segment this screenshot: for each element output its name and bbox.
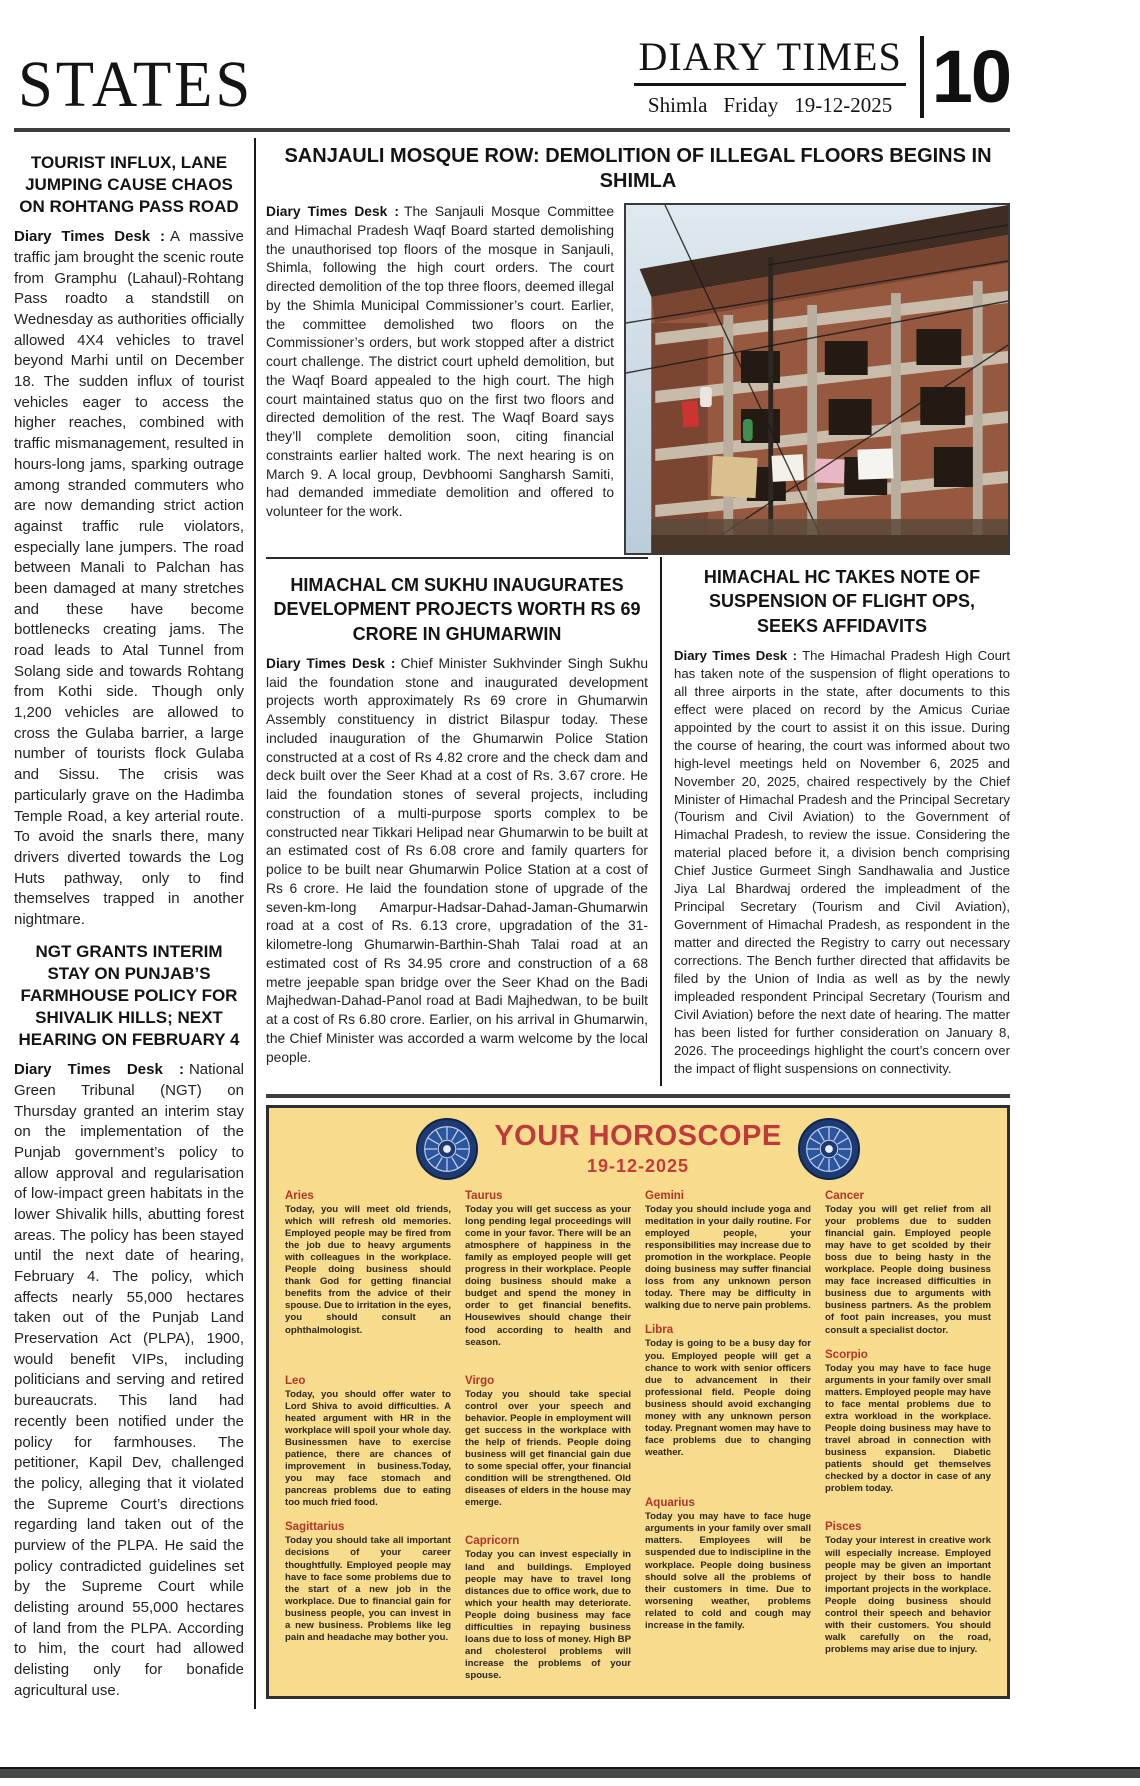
- sign-name: Sagittarius: [285, 1521, 345, 1534]
- sign-text: Today you should include yoga and meditation in your daily routine. For employed people, your responsibilities may increase due to promotion in the workplace. People doing business may suffer financial loss from any unknown person today. There may be difficulty in walking due to nerve pain problems.: [645, 1203, 811, 1312]
- horoscope-divider: [266, 1094, 1010, 1098]
- byline: Diary Times Desk :: [266, 655, 396, 671]
- sign-text: Today you should take special control over your speech and behavior. People in employment will get success in the workplace with the help of friends. People doing business will get financial gain due to some special offer, your financial condition will be strengthened. Old diseases of elders in the house may emerge.: [465, 1388, 631, 1509]
- sign-text: Today you should take all important decisions of your career thoughtfully. Employed people may have to face some problems due to the start of a new job in the workplace. Due to financial gain for business people, you can invest in a new business. Problems like leg pain and headache may bother you.: [285, 1535, 451, 1644]
- byline: Diary Times Desk :: [266, 204, 400, 219]
- horoscope-sign-pisces: [825, 1521, 991, 1656]
- sign-name: Scorpio: [825, 1348, 868, 1361]
- sign-text: Today you may have to face huge arguments in your family over small matters. Employed people may have to face mental problems due to extra workload in the workplace. People doing business may have to travel abroad in connection with business expansion. Diabetic patients should get themselves checked by a doctor in case of any problem today.: [825, 1362, 991, 1495]
- horoscope-grid: [285, 1190, 991, 1683]
- sign-name: Libra: [645, 1324, 674, 1337]
- horoscope-sign-taurus: [465, 1190, 631, 1349]
- horoscope-column-2: [465, 1190, 631, 1683]
- page-footer-bar: [0, 1767, 1140, 1778]
- horoscope-sign-virgo: [465, 1375, 631, 1510]
- dateline-day: Friday: [723, 93, 779, 117]
- horoscope-sign-capricorn: [465, 1535, 631, 1682]
- sign-text: Today your interest in creative work will especially increase. Employed people may be given an important project by their boss to handle important projects in the workplace. People doing business should control their speech and behavior with their customers. You should walk carefully on the road, problems may arise due to injury.: [825, 1535, 991, 1656]
- article-text: National Green Tribunal (NGT) on Thursday granted an interim stay on the implementation of the Punjab government’s policy to allow approval and regularisation of low-impact green habitats in the lower Shivalik hills, abutting forest areas. The policy has been stayed until the next date of hearing, February 4. The policy, which affects nearly 55,000 hectares taken out of the Punjab Land Preservation Act (PLPA), 1900, would benefit VIPs, including politicians and serving and retired bureaucrats. This land had recently been notified under the policy for farmhouses. The petitioner, Kapil Dev, challenged the policy, alleging that it violated the Supreme Court’s directions regarding land taken out of the purview of the PLPA. He said the policy contradicted guidelines set by the Supreme Court while delisting around 55,000 hectares of land from the PLPA. According to him, the court had allowed delisting only for bonafide agricultural use.: [14, 1061, 244, 1699]
- horoscope-title: YOUR HOROSCOPE: [494, 1120, 782, 1153]
- sign-text: Today you will get relief from all your problems due to sudden financial gain. Employed people may have to get scolded by their boss due to being hasty in the workplace. People doing business may face increased difficulties in business due to arguments with business partners. As the problem of foot pain increases, you must consult a specialist doctor.: [825, 1203, 991, 1336]
- page-columns: [14, 138, 1010, 1709]
- newspaper-page: [14, 0, 1010, 1709]
- sign-text: Today is going to be a busy day for you. Employed people will get a chance to work with senior officers due to advancement in their professional field. People doing business should avoid exchanging money with any unknown person today. Pregnant women may have to face problems due to changing weather.: [645, 1338, 811, 1459]
- horoscope-box: [266, 1105, 1010, 1700]
- horoscope-sign-aquarius: [645, 1497, 811, 1632]
- article-text: The Himachal Pradesh High Court has taken note of the suspension of flight operations to all three airports in the state, after documents to this effect were placed on record by the Amicus Curiae appointed by the court to assist it on this issue. During the course of hearing, the court was informed about two high-level meetings held on November 6, 2025 and November 20, 2025, chaired respectively by the Chief Minister of Himachal Pradesh and the Principal Secretary (Tourism and Civil Aviation) to the Government of Himachal Pradesh, to review the issue. Considering the material placed before it, a division bench comprising Chief Justice Gurmeet Singh Sandhawalia and Justice Jiya Lal Bhardwaj ordered the impleadment of the Principal Secretary (Tourism and Civil Aviation), Government of Himachal Pradesh, as respondent in the matter and directed the Registry to carry out necessary corrections. The Bench further directed that affidavits be filed by the Union of India as well as by the newly impleaded respondent Principal Secretary (Tourism and Civil Aviation) before the next date of hearing. The matter has been listed for further consideration on January 8, 2026. The proceedings highlight the court’s concern over the impact of flight suspensions on connectivity.: [674, 647, 1010, 1076]
- byline: Diary Times Desk :: [14, 228, 165, 246]
- article-headline-sanjauli: SANJAULI MOSQUE ROW: DEMOLITION OF ILLEGAL FLOORS BEGINS IN SHIMLA: [284, 145, 992, 192]
- column-divider: [660, 557, 662, 1086]
- article-headline-ngt: NGT GRANTS INTERIM STAY ON PUNJAB’S FARMHOUSE POLICY FOR SHIVALIK HILLS; NEXT HEARING ON FEBRUARY 4: [18, 941, 240, 1050]
- top-story: [266, 203, 1010, 555]
- sign-name: Cancer: [825, 1189, 864, 1202]
- mid-column: [266, 557, 648, 1086]
- article-body-ghumarwin: [266, 655, 648, 1068]
- secondary-stories: [266, 557, 1010, 1086]
- sign-text: Today you can invest especially in land and buildings. Employed people may have to travel long distances due to office work, due to which your health may deteriorate. People doing business may face difficulties in repaying business loans due to loss of money. High BP and cholesterol problems will increase the problems of your spouse.: [465, 1549, 631, 1682]
- article-text: A massive traffic jam brought the scenic route from Gramphu (Lahaul)-Rohtang Pass roadto a standstill on Wednesday as authorities officially allowed 4X4 vehicles to travel beyond Marhi until on December 18. The sudden influx of tourist vehicles eager to access the higher reaches, combined with traffic mismanagement, resulted in hours-long jams, sparking outrage among stranded commuters who are now demanding strict action against traffic rule violators, especially lane jumpers. The road between Manali to Palchan has been damaged at many stretches and these have become bottlenecks creating jams. The road leads to Atal Tunnel from Solang side and towards Rohtang from Kothi side. Though only 1,200 vehicles are allowed to cross the Gulaba barrier, a large number of tourists flock Gulaba and Sissu. The crisis was particularly grave on the Hadimba Temple Road, a key arterial route. To avoid the snarls there, many drivers diverted towards the Log Huts pathway, only to find themselves trapped in another nightmare.: [14, 228, 244, 928]
- article-body-tourist: [14, 227, 244, 930]
- horoscope-sign-aries: [285, 1190, 451, 1337]
- demolition-photo-illustration: [626, 205, 1008, 553]
- horoscope-column-4: [825, 1190, 991, 1683]
- dateline: [634, 86, 905, 118]
- article-headline-flight: HIMACHAL HC TAKES NOTE OF SUSPENSION OF FLIGHT OPS, SEEKS AFFIDAVITS: [703, 567, 981, 636]
- header-divider: [14, 128, 1010, 132]
- sign-name: Capricorn: [465, 1535, 520, 1548]
- article-body-sanjauli: [266, 203, 614, 522]
- dateline-place: Shimla: [647, 93, 708, 117]
- article-photo-demolition: [624, 203, 1010, 555]
- sign-name: Taurus: [465, 1189, 503, 1202]
- article-headline-ghumarwin: HIMACHAL CM SUKHU INAUGURATES DEVELOPMENT PROJECTS WORTH RS 69 CRORE IN GHUMARWIN: [273, 575, 641, 644]
- sign-text: Today, you will meet old friends, which will refresh old memories. Employed people may be fired from the job due to heavy arguments with colleagues in the workplace. People doing business should thank God for getting financial benefits from the advice of their spouse. Due to irritation in the eyes, you should consult an ophthalmologist.: [285, 1203, 451, 1336]
- sign-name: Aquarius: [645, 1497, 695, 1510]
- column-divider: [254, 138, 256, 1709]
- horoscope-column-1: [285, 1190, 451, 1683]
- left-column: [14, 138, 244, 1709]
- sign-text: Today, you should offer water to Lord Shiva to avoid difficulties. A heated argument with HR in the workplace will spoil your whole day. Businessmen have to exercise patience, there are chances of improvement in business.Today, you may face stomach and pancreas problems due to eating too much fried food.: [285, 1388, 451, 1509]
- page-number: 10: [920, 36, 1010, 118]
- masthead-title: DIARY TIMES: [634, 36, 905, 86]
- page-header: [14, 0, 1010, 120]
- dateline-date: 19-12-2025: [794, 93, 893, 117]
- sign-text: Today you may have to face huge arguments in your family over small matters. Employees will be suspended due to indiscipline in the workplace. People doing business should solve all the problems of their customers in time. Due to worsening weather, problems related to cold and cough may increase in the family.: [645, 1511, 811, 1631]
- zodiac-wheel-icon: [416, 1118, 478, 1180]
- horoscope-sign-gemini: [645, 1190, 811, 1313]
- article-body-flight: [674, 647, 1010, 1078]
- masthead: [634, 36, 1010, 118]
- sign-text: Today you will get success as your long pending legal proceedings will come in your favor. There will be an atmosphere of happiness in the family as employed people will get progress in their workplace. People doing business should make a budget and spend the money in order to get financial benefits. Housewives should change their food according to health and season.: [465, 1203, 631, 1348]
- article-text: Chief Minister Sukhvinder Singh Sukhu laid the foundation stone and inaugurated development projects worth approximately Rs 69 crore in Ghumarwin Assembly constituency in district Bilaspur today. These included inauguration of the Ghumarwin Police Station constructed at a cost of Rs 4.82 crore and the check dam and deck built over the Seer Khad at a cost of Rs. 3.67 crore. He laid the foundation stones of several projects, including construction of a multi-purpose sports complex to be constructed near Tikkari Helipad near Ghumarwin to be built at an estimated cost of Rs 6.08 crore and family quarters for police to be built near Ghumarwin Police Station at a cost of Rs 6 crore. He laid the foundation stone of upgrade of the seven-km-long Amarpur-Hadsar-Dahad-Jaman-Ghumarwin road at a cost of Rs. 6.13 crore, upgradation of the 31-kilometre-long Ghumarwin-Barthin-Shah Talai road at an estimated cost of Rs 34.95 crore and construction of a 68 metre jeepable span bridge over the Seer Khad on the Badi Majhedwan-Dahad-Panol road at Badi Majhedwan, to be built at a cost of Rs 6.80 crore. Earlier, on his arrival in Ghumarwin, the Chief Minister was accorded a warm welcome by the local people.: [266, 655, 648, 1065]
- article-body-ngt: [14, 1060, 244, 1701]
- sign-name: Gemini: [645, 1189, 684, 1202]
- sign-name: Virgo: [465, 1374, 495, 1387]
- byline: Diary Times Desk :: [674, 647, 798, 663]
- right-column: [674, 557, 1010, 1086]
- sign-name: Pisces: [825, 1521, 862, 1534]
- horoscope-sign-cancer: [825, 1190, 991, 1337]
- article-text: The Sanjauli Mosque Committee and Himachal Pradesh Waqf Board started demolishing the unauthorised top floors of the mosque in Sanjauli, Shimla, following the high court orders. The court directed demolition of the top three floors, deemed illegal by the Shimla Municipal Commissioner’s court. Earlier, the committee demolished two floors on the Commissioner’s orders, but work stopped after a district court challenge. The district court upheld demolition, but the Waqf Board appealed to the high court. The high court maintained status quo on the first two floors and directed demolition of the rest. The Waqf Board says they’ll complete demolition soon, citing financial constraints earlier halted work. The next hearing is on March 9. A local group, Devbhoomi Sangharsh Samiti, had demanded immediate demolition and offered to volunteer for the work.: [266, 204, 614, 519]
- horoscope-sign-libra: [645, 1324, 811, 1459]
- horoscope-header: [285, 1118, 991, 1180]
- horoscope-column-3: [645, 1190, 811, 1683]
- sign-name: Aries: [285, 1189, 314, 1202]
- horoscope-sign-scorpio: [825, 1349, 991, 1496]
- zodiac-wheel-icon: [798, 1118, 860, 1180]
- horoscope-date: 19-12-2025: [586, 1156, 690, 1177]
- section-title: STATES: [18, 48, 254, 121]
- horoscope-sign-leo: [285, 1375, 451, 1510]
- article-headline-tourist: TOURIST INFLUX, LANE JUMPING CAUSE CHAOS ON ROHTANG PASS ROAD: [19, 153, 239, 217]
- byline: Diary Times Desk :: [14, 1061, 184, 1079]
- main-area: [266, 138, 1010, 1709]
- horoscope-sign-sagittarius: [285, 1521, 451, 1644]
- sign-name: Leo: [285, 1374, 306, 1387]
